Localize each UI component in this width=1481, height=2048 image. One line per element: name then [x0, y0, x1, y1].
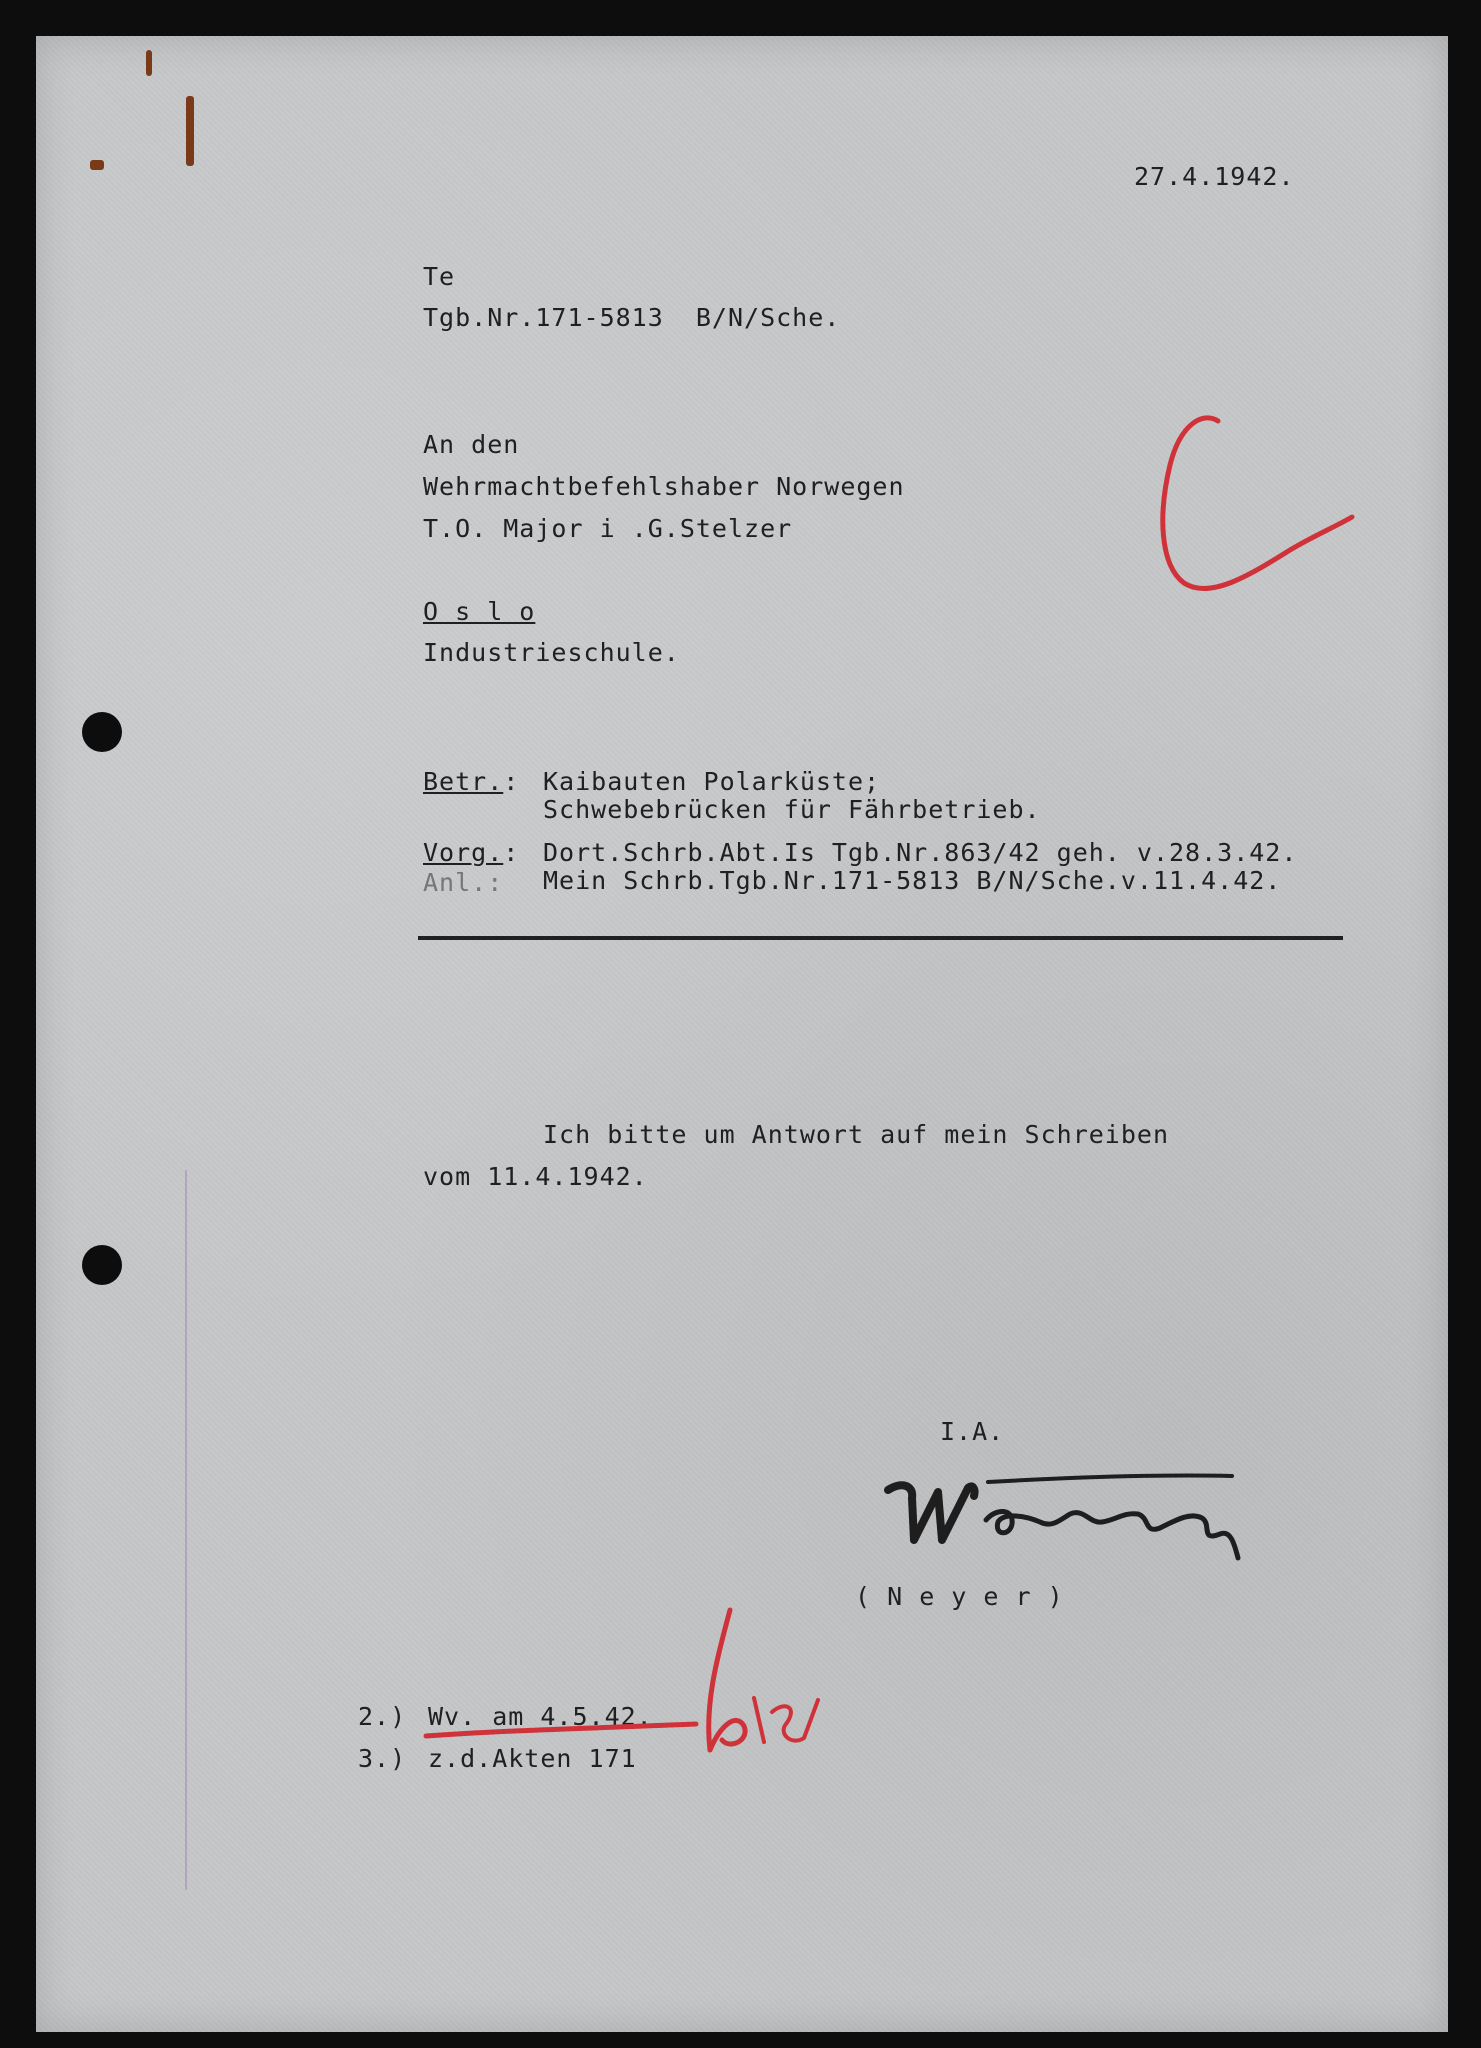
rust-stain [146, 50, 152, 76]
letter-date: 27.4.1942. [1134, 162, 1295, 191]
note-2-number: 2.) [358, 1702, 407, 1731]
subject-line-2: Schwebebrücken für Fährbetrieb. [543, 795, 1041, 824]
punch-hole-top [82, 712, 122, 752]
attachment-label: Anl.: [423, 868, 504, 897]
journal-number: Tgb.Nr.171-5813 B/N/Sche. [423, 303, 841, 332]
body-line-2: vom 11.4.1942. [423, 1162, 648, 1191]
previous-ref-line-2: Mein Schrb.Tgb.Nr.171-5813 B/N/Sche.v.11.4.42. [543, 866, 1282, 895]
subject-label [423, 767, 519, 796]
betr-separator: : [503, 767, 520, 796]
recipient-line-2: Wehrmachtbefehlshaber Norwegen [423, 472, 905, 501]
subject-line-1: Kaibauten Polarküste; [543, 767, 881, 796]
rust-stain [90, 160, 104, 170]
rust-stain [186, 96, 194, 166]
note-3-number: 3.) [358, 1744, 407, 1773]
vorg-separator: : [503, 838, 520, 867]
recipient-line-3: T.O. Major i .G.Stelzer [423, 514, 793, 543]
reference-code: Te [423, 262, 456, 291]
recipient-place: Industrieschule. [423, 638, 680, 667]
signature-ia: I.A. [940, 1417, 1005, 1446]
divider-rule [418, 936, 1343, 940]
red-pencil-c-mark [1140, 405, 1360, 625]
recipient-city: O s l o [423, 597, 536, 626]
red-pencil-initials-underline [420, 1600, 840, 1770]
note-3-text: z.d.Akten 171 [428, 1744, 637, 1773]
note-2-text: Wv. am 4.5.42. [428, 1702, 653, 1731]
previous-ref-line-1: Dort.Schrb.Abt.Is Tgb.Nr.863/42 geh. v.28.3.42. [543, 838, 1298, 867]
vorg-label: Vorg. [423, 838, 504, 867]
handwritten-signature [880, 1462, 1270, 1572]
recipient-line-1: An den [423, 430, 520, 459]
margin-line [185, 1170, 187, 1890]
previous-ref-label [423, 838, 519, 867]
body-line-1: Ich bitte um Antwort auf mein Schreiben [543, 1120, 1169, 1149]
betr-label: Betr. [423, 767, 504, 796]
typed-signature-name: ( N e y e r ) [855, 1582, 1064, 1611]
punch-hole-bottom [82, 1245, 122, 1285]
